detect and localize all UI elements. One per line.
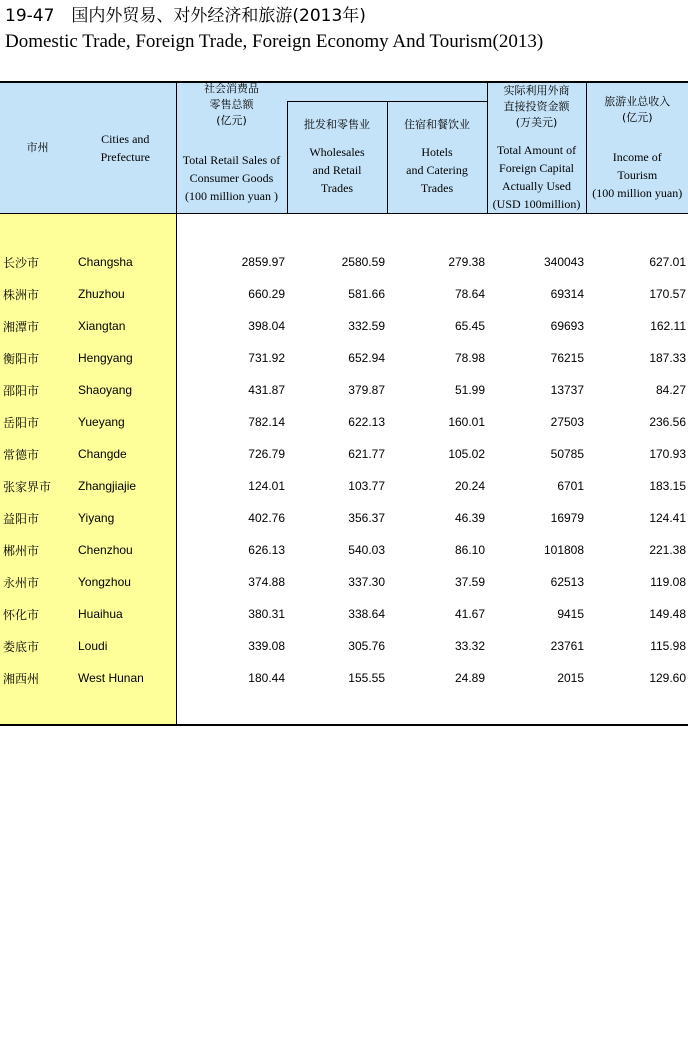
spacer-cell (487, 694, 586, 725)
spacer-cell (176, 214, 287, 247)
city-name-en: Yueyang (75, 406, 176, 438)
hotel-catering-value: 65.45 (454, 319, 486, 333)
city-name-en: Changsha (75, 246, 176, 278)
table-row (0, 662, 688, 694)
table-row (0, 278, 688, 310)
table-row (0, 438, 688, 470)
city-name-en: Yiyang (75, 502, 176, 534)
retail-sales-value: 431.87 (248, 383, 285, 397)
hotel-catering-value: 33.32 (454, 639, 486, 653)
foreign-capital-value: 16979 (550, 511, 585, 525)
tourism-income-value: 183.15 (649, 479, 687, 493)
wholesale-retail-value: 356.37 (348, 511, 385, 525)
header-city-en-line1: Cities and (101, 132, 150, 146)
spacer-cell (387, 694, 487, 725)
foreign-capital-value: 69314 (550, 287, 585, 301)
header-retail-cn-unit: (亿元) (216, 114, 247, 128)
header-tourism (586, 82, 688, 214)
statistics-table (0, 81, 688, 726)
spacer-cell (75, 214, 176, 247)
table-row (0, 566, 688, 598)
header-hotel-en-line3: Trades (420, 181, 454, 196)
table-row (0, 342, 688, 374)
tourism-income-value: 170.57 (649, 287, 687, 301)
wholesale-retail-value: 540.03 (348, 543, 385, 557)
foreign-capital-value: 69693 (550, 319, 585, 333)
page-title-english: Domestic Trade, Foreign Trade, Foreign Economy And Tourism(2013) (5, 31, 544, 52)
foreign-capital-value: 101808 (543, 543, 585, 557)
hotel-catering-value: 24.89 (454, 671, 486, 685)
header-tourism-en-line1: Income of (612, 150, 662, 164)
foreign-capital-value: 6701 (557, 479, 585, 493)
city-name-cn: 常德市 (0, 438, 75, 470)
wholesale-retail-value: 338.64 (348, 607, 385, 621)
spacer-cell (75, 694, 176, 725)
foreign-capital-value: 27503 (550, 415, 585, 429)
city-name-cn: 邵阳市 (0, 374, 75, 406)
retail-sales-value: 339.08 (248, 639, 285, 653)
spacer-row-bottom (0, 694, 688, 725)
city-name-en: Hengyang (75, 342, 176, 374)
wholesale-retail-value: 337.30 (348, 575, 385, 589)
header-wholesale-en-line1: Wholesales (309, 145, 365, 160)
table-row (0, 470, 688, 502)
wholesale-retail-value: 103.77 (348, 479, 385, 493)
header-fdi (487, 82, 586, 214)
retail-sales-value: 660.29 (248, 287, 285, 301)
foreign-capital-value: 13737 (550, 383, 585, 397)
table-row (0, 310, 688, 342)
city-name-en: Huaihua (75, 598, 176, 630)
table-row (0, 246, 688, 278)
table-row (0, 534, 688, 566)
retail-sales-value: 2859.97 (241, 255, 285, 269)
city-name-en: Zhangjiajie (75, 470, 176, 502)
tourism-income-value: 170.93 (649, 447, 687, 461)
header-wholesale-en-line3: Trades (320, 181, 354, 196)
foreign-capital-value: 9415 (557, 607, 585, 621)
header-fdi-en-line2: Foreign Capital (499, 161, 575, 175)
city-name-cn: 衡阳市 (0, 342, 75, 374)
hotel-catering-value: 86.10 (454, 543, 486, 557)
header-fdi-en-line1: Total Amount of (496, 143, 577, 157)
table-row (0, 374, 688, 406)
city-name-en: Zhuzhou (75, 278, 176, 310)
tourism-income-value: 627.01 (649, 255, 687, 269)
header-retail-cn-line1: 社会消费品 (204, 82, 259, 96)
header-hotel (387, 101, 487, 213)
header-wholesale (287, 101, 387, 213)
foreign-capital-value: 50785 (550, 447, 585, 461)
city-name-cn: 娄底市 (0, 630, 75, 662)
table-row (0, 406, 688, 438)
hotel-catering-value: 37.59 (454, 575, 486, 589)
tourism-income-value: 236.56 (649, 415, 687, 429)
tourism-income-value: 119.08 (650, 575, 687, 589)
tourism-income-value: 84.27 (655, 383, 687, 397)
header-wholesale-cn: 批发和零售业 (304, 118, 370, 132)
header-retail-cn-line2: 零售总额 (209, 98, 254, 112)
city-name-en: West Hunan (75, 662, 176, 694)
city-name-cn: 永州市 (0, 566, 75, 598)
retail-sales-value: 380.31 (248, 607, 285, 621)
spacer-cell (176, 694, 287, 725)
table-row (0, 630, 688, 662)
header-tourism-en-unit: (100 million yuan) (592, 186, 683, 200)
hotel-catering-value: 78.98 (454, 351, 486, 365)
tourism-income-value: 149.48 (649, 607, 687, 621)
city-name-en: Shaoyang (75, 374, 176, 406)
table-row (0, 502, 688, 534)
wholesale-retail-value: 332.59 (348, 319, 385, 333)
hotel-catering-value: 41.67 (454, 607, 486, 621)
header-fdi-en-line3: Actually Used (502, 179, 571, 193)
header-fdi-cn-line2: 直接投资金额 (503, 100, 570, 113)
wholesale-retail-value: 581.66 (348, 287, 385, 301)
table-row (0, 598, 688, 630)
tourism-income-value: 124.41 (649, 511, 687, 525)
retail-sales-value: 626.13 (248, 543, 285, 557)
tourism-income-value: 129.60 (649, 671, 687, 685)
city-name-en: Changde (75, 438, 176, 470)
retail-sales-value: 731.92 (248, 351, 285, 365)
foreign-capital-value: 2015 (557, 671, 585, 685)
header-tourism-en-line2: Tourism (617, 168, 658, 182)
spacer-cell (287, 214, 387, 247)
retail-sales-value: 402.76 (248, 511, 285, 525)
wholesale-retail-value: 652.94 (348, 351, 385, 365)
hotel-catering-value: 78.64 (454, 287, 486, 301)
spacer-cell (387, 214, 487, 247)
city-name-cn: 益阳市 (0, 502, 75, 534)
city-name-en: Xiangtan (75, 310, 176, 342)
hotel-catering-value: 160.01 (448, 415, 486, 429)
tourism-income-value: 115.98 (650, 639, 687, 653)
wholesale-retail-value: 155.55 (348, 671, 385, 685)
city-name-cn: 怀化市 (0, 598, 75, 630)
city-name-cn: 株洲市 (0, 278, 75, 310)
city-name-cn: 郴州市 (0, 534, 75, 566)
header-hotel-en-line2: and Catering (406, 163, 468, 178)
retail-sales-value: 124.01 (248, 479, 285, 493)
header-retail-en-line1: Total Retail Sales of (182, 153, 281, 168)
spacer-cell (287, 694, 387, 725)
header-hotel-en-line1: Hotels (421, 145, 453, 160)
header-fdi-cn-line1: 实际利用外商 (503, 84, 570, 97)
hotel-catering-value: 279.38 (448, 255, 486, 269)
wholesale-retail-value: 305.76 (348, 639, 385, 653)
spacer-cell (0, 694, 75, 725)
spacer-cell (487, 214, 586, 247)
tourism-income-value: 187.33 (649, 351, 687, 365)
table-header (0, 82, 688, 214)
foreign-capital-value: 62513 (550, 575, 585, 589)
city-name-cn: 湘潭市 (0, 310, 75, 342)
foreign-capital-value: 23761 (550, 639, 585, 653)
header-city-cn (0, 82, 75, 214)
header-retail (176, 82, 287, 213)
city-name-en: Chenzhou (75, 534, 176, 566)
spacer-cell (0, 214, 75, 247)
tourism-income-value: 221.38 (649, 543, 687, 557)
hotel-catering-value: 105.02 (448, 447, 486, 461)
statistics-table-container (0, 81, 688, 726)
header-city-en-line2: Prefecture (100, 150, 150, 164)
header-tourism-cn-unit: (亿元) (621, 111, 653, 124)
tourism-income-value: 162.11 (650, 319, 687, 333)
spacer-cell (586, 694, 688, 725)
retail-sales-value: 726.79 (248, 447, 285, 461)
header-retail-en-line2: Consumer Goods (189, 171, 274, 186)
header-wholesale-en-line2: and Retail (312, 163, 362, 178)
retail-sales-value: 398.04 (248, 319, 285, 333)
header-retail-en-unit: (100 million yuan ) (185, 189, 278, 204)
foreign-capital-value: 340043 (543, 255, 585, 269)
city-name-cn: 张家界市 (0, 470, 75, 502)
city-name-en: Yongzhou (75, 566, 176, 598)
header-fdi-en-unit: (USD 100million) (492, 197, 581, 211)
retail-sales-value: 374.88 (248, 575, 285, 589)
city-name-en: Loudi (75, 630, 176, 662)
table-body (0, 214, 688, 726)
spacer-cell (586, 214, 688, 247)
hotel-catering-value: 20.24 (454, 479, 486, 493)
wholesale-retail-value: 622.13 (348, 415, 385, 429)
retail-sales-value: 782.14 (248, 415, 285, 429)
retail-sales-value: 180.44 (248, 671, 285, 685)
hotel-catering-value: 46.39 (454, 511, 486, 525)
hotel-catering-value: 51.99 (454, 383, 486, 397)
city-name-cn: 湘西州 (0, 662, 75, 694)
foreign-capital-value: 76215 (550, 351, 585, 365)
wholesale-retail-value: 621.77 (348, 447, 385, 461)
header-city-cn-label: 市州 (26, 141, 49, 154)
city-name-cn: 长沙市 (0, 246, 75, 278)
wholesale-retail-value: 2580.59 (341, 255, 385, 269)
spacer-row-top (0, 214, 688, 247)
header-city-en (75, 82, 176, 214)
header-tourism-cn-line1: 旅游业总收入 (604, 95, 671, 108)
page-title-chinese: 19-47 国内外贸易、对外经济和旅游(2013年) (5, 6, 366, 26)
header-hotel-cn: 住宿和餐饮业 (404, 118, 470, 132)
city-name-cn: 岳阳市 (0, 406, 75, 438)
header-fdi-cn-unit: (万美元) (515, 116, 558, 129)
wholesale-retail-value: 379.87 (348, 383, 385, 397)
